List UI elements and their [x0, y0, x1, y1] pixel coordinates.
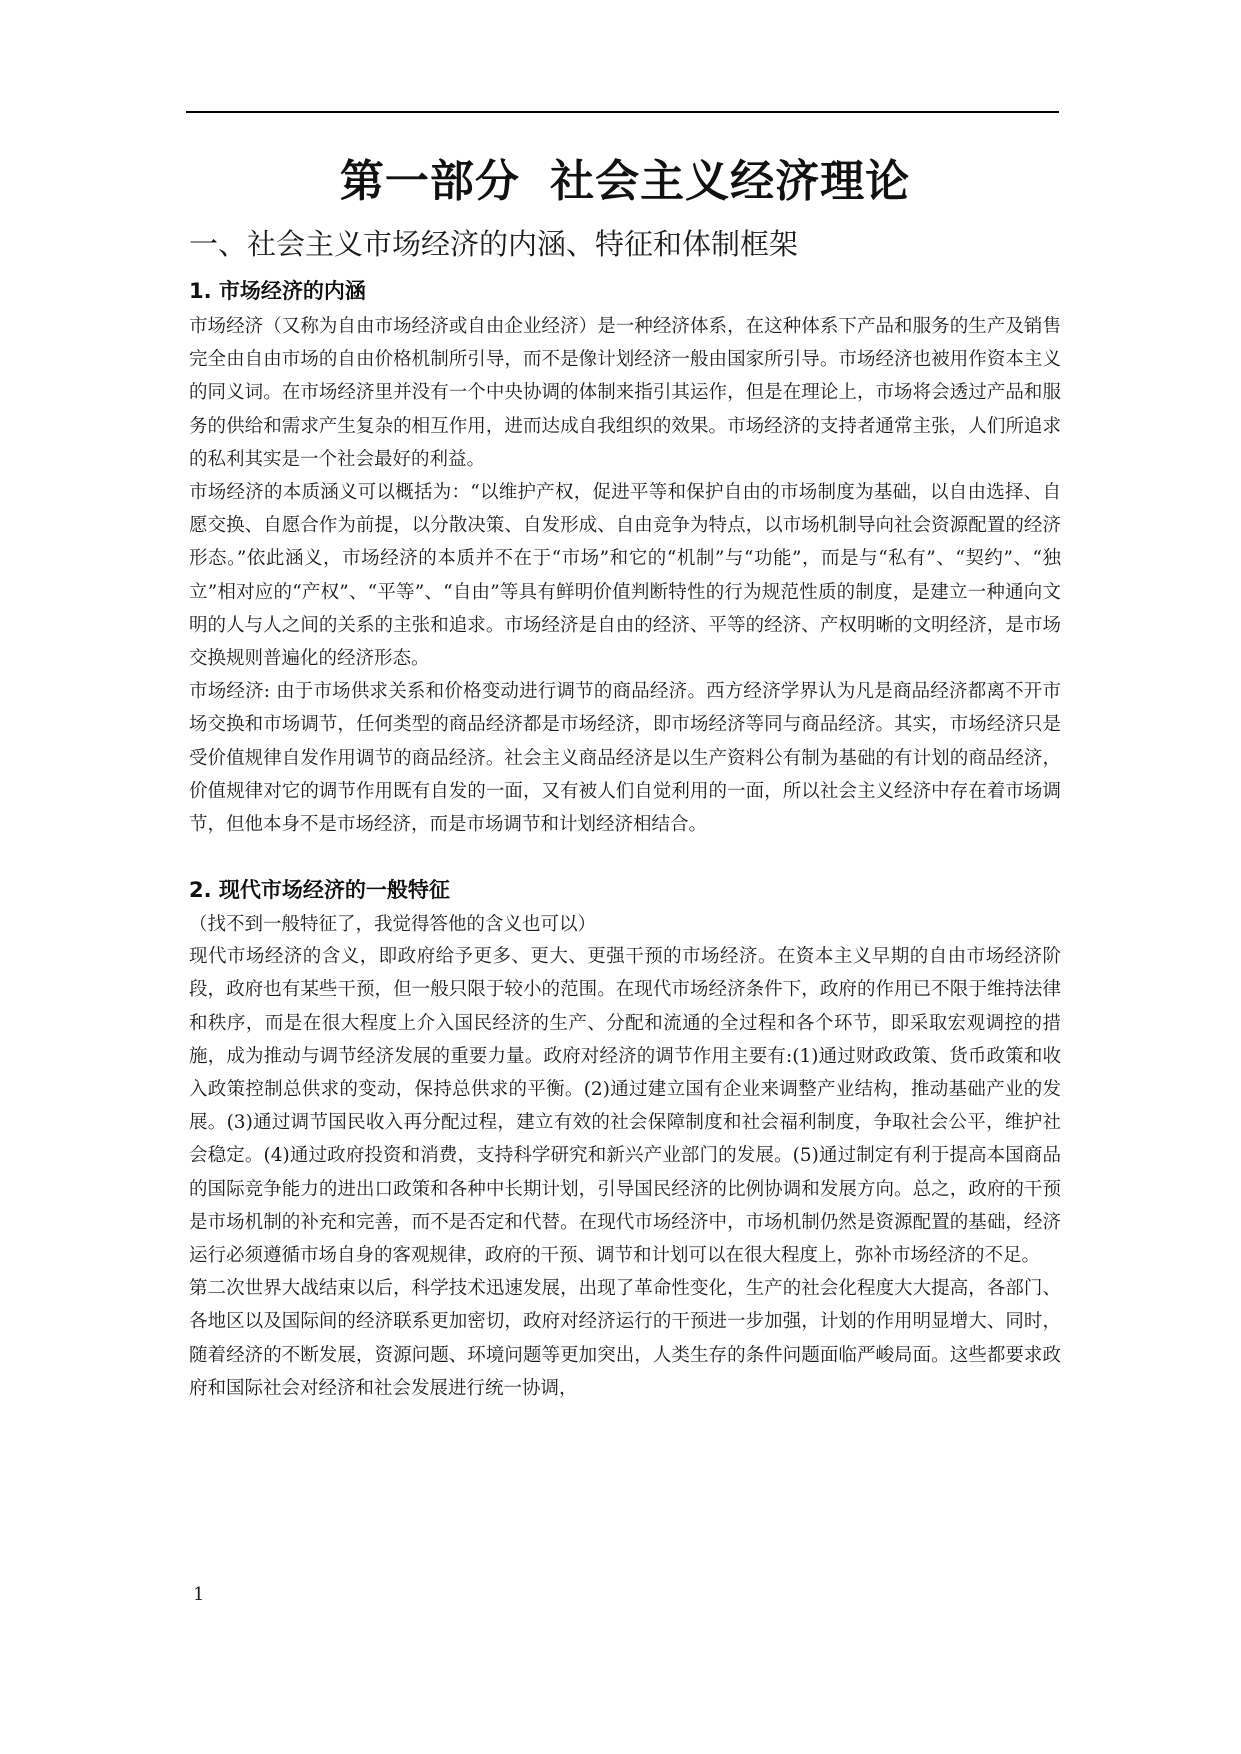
- paragraph: 第二次世界大战结束以后，科学技术迅速发展，出现了革命性变化，生产的社会化程度大大提高，各部门、各地区以及国际间的经济联系更加密切，政府对经济运行的干预进一步加强，计划的作用明显增大、同时，随着经济的不断发展，资源问题、环境问题等更加突出，人类生存的条件问题面临严峻局面。这些都要求政府和国际社会对经济和社会发展进行统一协调，: [189, 1278, 1061, 1399]
- paragraph: 市场经济的本质涵义可以概括为：“以维护产权，促进平等和保护自由的市场制度为基础，以自由选择、自愿交换、自愿合作为前提，以分散决策、自发形成、自由竞争为特点，以市场机制导向社会资源配置的经济形态。”依此涵义，市场经济的本质并不在于“市场”和它的“机制”与“功能”，而是与“私有”、“契约”、“独立”相对应的“产权”、“平等”、“自由”等具有鲜明价值判断特性的行为规范性质的制度，是建立一种通向文明的人与人之间的关系的主张和追求。市场经济是自由的经济、平等的经济、产权明晰的文明经济，是市场交换规则普遍化的经济形态。: [189, 482, 1061, 670]
- author-note: （找不到一般特征了，我觉得答他的含义也可以）: [189, 914, 597, 936]
- paragraph: 现代市场经济的含义，即政府给予更多、更大、更强干预的市场经济。在资本主义早期的自由市场经济阶段，政府也有某些干预，但一般只限于较小的范围。在现代市场经济条件下，政府的作用已不限于维持法律和秩序，而是在很大程度上介入国民经济的生产、分配和流通的全过程和各个环节，即采取宏观调控的措施，成为推动与调节经济发展的重要力量。政府对经济的调节作用主要有:(1)通过财政政策、货币政策和收入政策控制总供求的变动，保持总供求的平衡。(2)通过建立国有企业来调整产业结构，推动基础产业的发展。(3)通过调节国民收入再分配过程，建立有效的社会保障制度和社会福利制度，争取社会公平，维护社会稳定。(4)通过政府投资和消费，支持科学研究和新兴产业部门的发展。(5)通过制定有利于提高本国商品的国际竞争能力的进出口政策和各种中长期计划，引导国民经济的比例协调和发展方向。总之，政府的干预是市场机制的补充和完善，而不是否定和代替。在现代市场经济中，市场机制仍然是资源配置的基础，经济运行必须遵循市场自身的客观规律，政府的干预、调节和计划可以在很大程度上，弥补市场经济的不足。: [189, 946, 1061, 1267]
- subsection-1-heading: 1. 市场经济的内涵: [189, 279, 366, 303]
- document-title: 第一部分 社会主义经济理论: [339, 156, 911, 207]
- page-number: 1: [193, 1584, 205, 1605]
- page-content: [189, 150, 1061, 1405]
- section-heading: 一、社会主义市场经济的内涵、特征和体制框架: [189, 227, 799, 261]
- paragraph: 市场经济: 由于市场供求关系和价格变动进行调节的商品经济。西方经济学界认为凡是商品经济都离不开市场交换和市场调节，任何类型的商品经济都是市场经济，即市场经济等同与商品经济。其实，市场经济只是受价值规律自发作用调节的商品经济。社会主义商品经济是以生产资料公有制为基础的有计划的商品经济，价值规律对它的调节作用既有自发的一面，又有被人们自觉利用的一面，所以社会主义经济中存在着市场调节，但他本身不是市场经济，而是市场调节和计划经济相结合。: [189, 681, 1061, 836]
- paragraph: 市场经济（又称为自由市场经济或自由企业经济）是一种经济体系，在这种体系下产品和服务的生产及销售完全由自由市场的自由价格机制所引导，而不是像计划经济一般由国家所引导。市场经济也被用作资本主义的同义词。在市场经济里并没有一个中央协调的体制来指引其运作，但是在理论上，市场将会透过产品和服务的供给和需求产生复杂的相互作用，进而达成自我组织的效果。市场经济的支持者通常主张，人们所追求的私利其实是一个社会最好的利益。: [189, 316, 1061, 470]
- subsection-2-heading: 2. 现代市场经济的一般特征: [189, 878, 450, 903]
- header-rule: [186, 111, 1059, 113]
